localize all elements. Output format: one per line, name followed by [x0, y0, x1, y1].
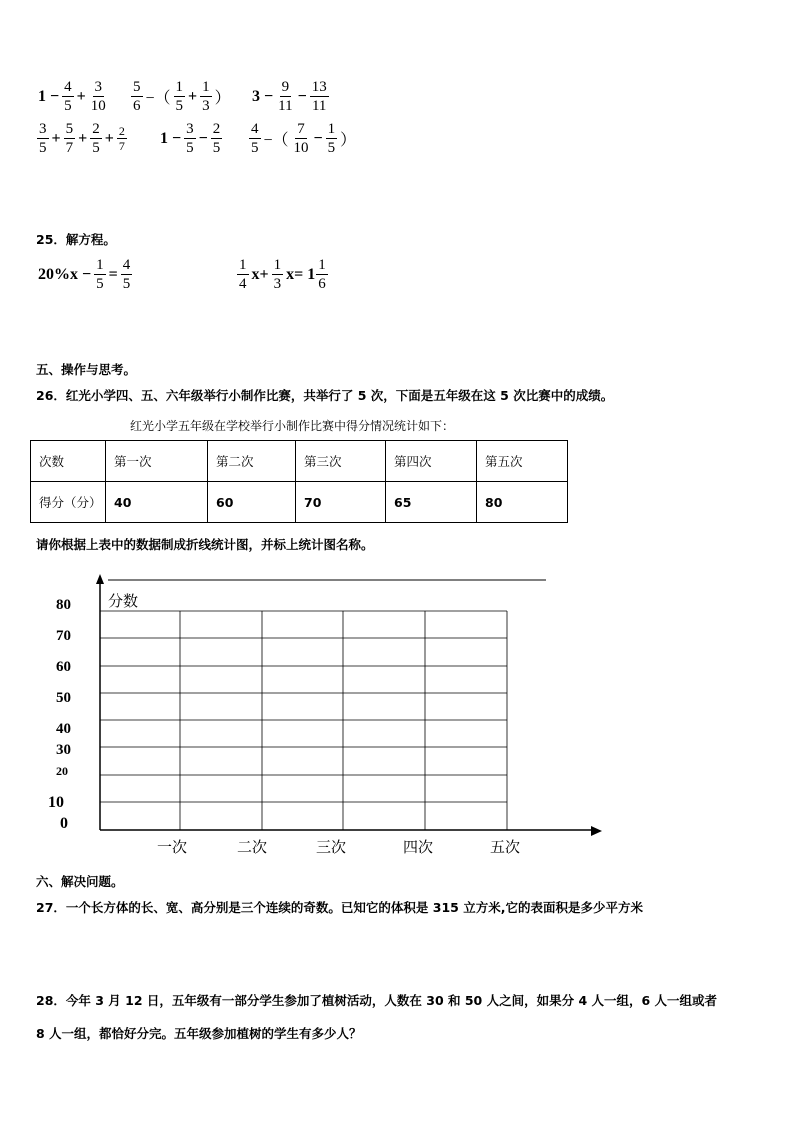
y-tick-label: 50 — [56, 690, 71, 706]
fraction: $\frac{1}{5}$ — [96, 257, 104, 292]
y-axis-arrow — [96, 574, 104, 584]
question-25-title: 25．解方程。 — [36, 232, 116, 247]
x-tick-label: 二次 — [237, 838, 268, 856]
table-cell: 第三次 — [296, 441, 386, 482]
x-tick-label: 四次 — [403, 838, 434, 856]
fraction: $\frac{3}{10}$ — [90, 79, 106, 114]
y-tick-label: 80 — [56, 597, 71, 613]
table-cell: 第一次 — [106, 441, 208, 482]
calc-expression-4: $\frac{3}{5}$ + $\frac{5}{7}$ + $\frac{2}{5}$ + $\frac{2}{7}$ — [39, 121, 125, 156]
section-6-heading: 六、解决问题。 — [36, 874, 124, 889]
fraction: $\frac{4}{5}$ — [64, 79, 72, 114]
x-tick-label: 五次 — [490, 838, 521, 856]
fraction: $\frac{4}{5}$ — [122, 257, 131, 292]
chart-instruction: 请你根据上表中的数据制成折线统计图，并标上统计图名称。 — [36, 537, 374, 552]
calc-expression-3: 3 − $\frac{9}{11}$ − $\frac{13}{11}$ — [252, 79, 327, 114]
table-cell: 第二次 — [208, 441, 296, 482]
blank-line-chart — [0, 570, 794, 860]
x-tick-label: 三次 — [316, 838, 347, 856]
fraction: $\frac{4}{5}$ — [251, 121, 259, 156]
question-28-line-2: 8 人一组，都恰好分完。五年级参加植树的学生有多少人？ — [36, 1026, 362, 1041]
table-cell: 70 — [296, 482, 386, 523]
section-5-heading: 五、操作与思考。 — [36, 362, 137, 377]
fraction: $\frac{7}{10}$ — [293, 121, 309, 156]
fraction: $\frac{1}{4}$ — [239, 257, 247, 292]
fraction: $\frac{1}{3}$ — [202, 79, 210, 114]
table-cell: 40 — [106, 482, 208, 523]
fraction: $\frac{9}{11}$ — [278, 79, 293, 114]
calc-expression-5: 1 − $\frac{3}{5}$ − $\frac{2}{5}$ — [160, 121, 221, 156]
fraction: $\frac{2}{7}$ — [118, 124, 125, 153]
calc-expression-2: $\frac{5}{6}$ −（ $\frac{1}{5}$ + $\frac{1}{3}$ ） — [133, 79, 231, 114]
table-header-row — [31, 441, 568, 482]
table-title: 红光小学五年级在学校举行小制作比赛中得分情况统计如下： — [130, 419, 455, 433]
calc-expression-6: $\frac{4}{5}$ −（ $\frac{7}{10}$ − $\frac{1}{5}$ ） — [251, 121, 357, 156]
y-tick-label: 60 — [56, 659, 71, 675]
fraction: $\frac{5}{7}$ — [65, 121, 74, 156]
fraction: $\frac{1}{3}$ — [273, 257, 282, 292]
x-axis-arrow — [591, 826, 602, 836]
question-27-text: 27．一个长方体的长、宽、高分别是三个连续的奇数。已知它的体积是 315 立方米,它的表面积是多少平方米 — [36, 900, 643, 915]
fraction: $\frac{1}{5}$ — [327, 121, 336, 156]
question-28-line-1: 28．今年 3 月 12 日，五年级有一部分学生参加了植树活动，人数在 30 和 50 人之间，如果分 4 人一组，6 人一组或者 — [36, 993, 718, 1008]
y-tick-label: 30 — [56, 742, 71, 758]
table-cell: 80 — [477, 482, 568, 523]
y-axis-label: 分数 — [108, 592, 139, 610]
table-row — [31, 482, 568, 523]
y-tick-label: 0 — [60, 815, 68, 832]
score-table — [30, 440, 568, 523]
equation-2: $\frac{1}{4}$ x+ $\frac{1}{3}$ x= 1 $\frac{1}{6}$ — [239, 257, 326, 292]
y-tick-label: 20 — [56, 764, 68, 778]
x-tick-label: 一次 — [157, 838, 188, 856]
table-cell: 得分（分） — [31, 482, 106, 523]
table-cell: 第四次 — [386, 441, 477, 482]
equation-1: 20%x − $\frac{1}{5}$ = $\frac{4}{5}$ — [38, 257, 131, 292]
fraction: $\frac{1}{6}$ — [318, 257, 326, 292]
fraction: $\frac{3}{5}$ — [186, 121, 194, 156]
calc-expression-1: 1 − $\frac{4}{5}$ + $\frac{3}{10}$ — [38, 79, 106, 114]
question-26-text: 26．红光小学四、五、六年级举行小制作比赛，共举行了 5 次，下面是五年级在这 5 次比赛中的成绩。 — [36, 388, 614, 403]
chart-grid — [100, 611, 507, 830]
fraction: $\frac{13}{11}$ — [311, 79, 327, 114]
y-tick-label: 70 — [56, 628, 71, 644]
table-cell: 65 — [386, 482, 477, 523]
y-tick-label: 10 — [48, 794, 64, 811]
table-cell: 60 — [208, 482, 296, 523]
table-cell: 第五次 — [477, 441, 568, 482]
fraction: $\frac{2}{5}$ — [92, 121, 100, 156]
table-cell: 次数 — [31, 441, 106, 482]
fraction: $\frac{3}{5}$ — [39, 121, 47, 156]
fraction: $\frac{1}{5}$ — [175, 79, 184, 114]
fraction: $\frac{2}{5}$ — [212, 121, 221, 156]
fraction: $\frac{5}{6}$ — [133, 79, 141, 114]
y-tick-label: 40 — [56, 721, 71, 737]
